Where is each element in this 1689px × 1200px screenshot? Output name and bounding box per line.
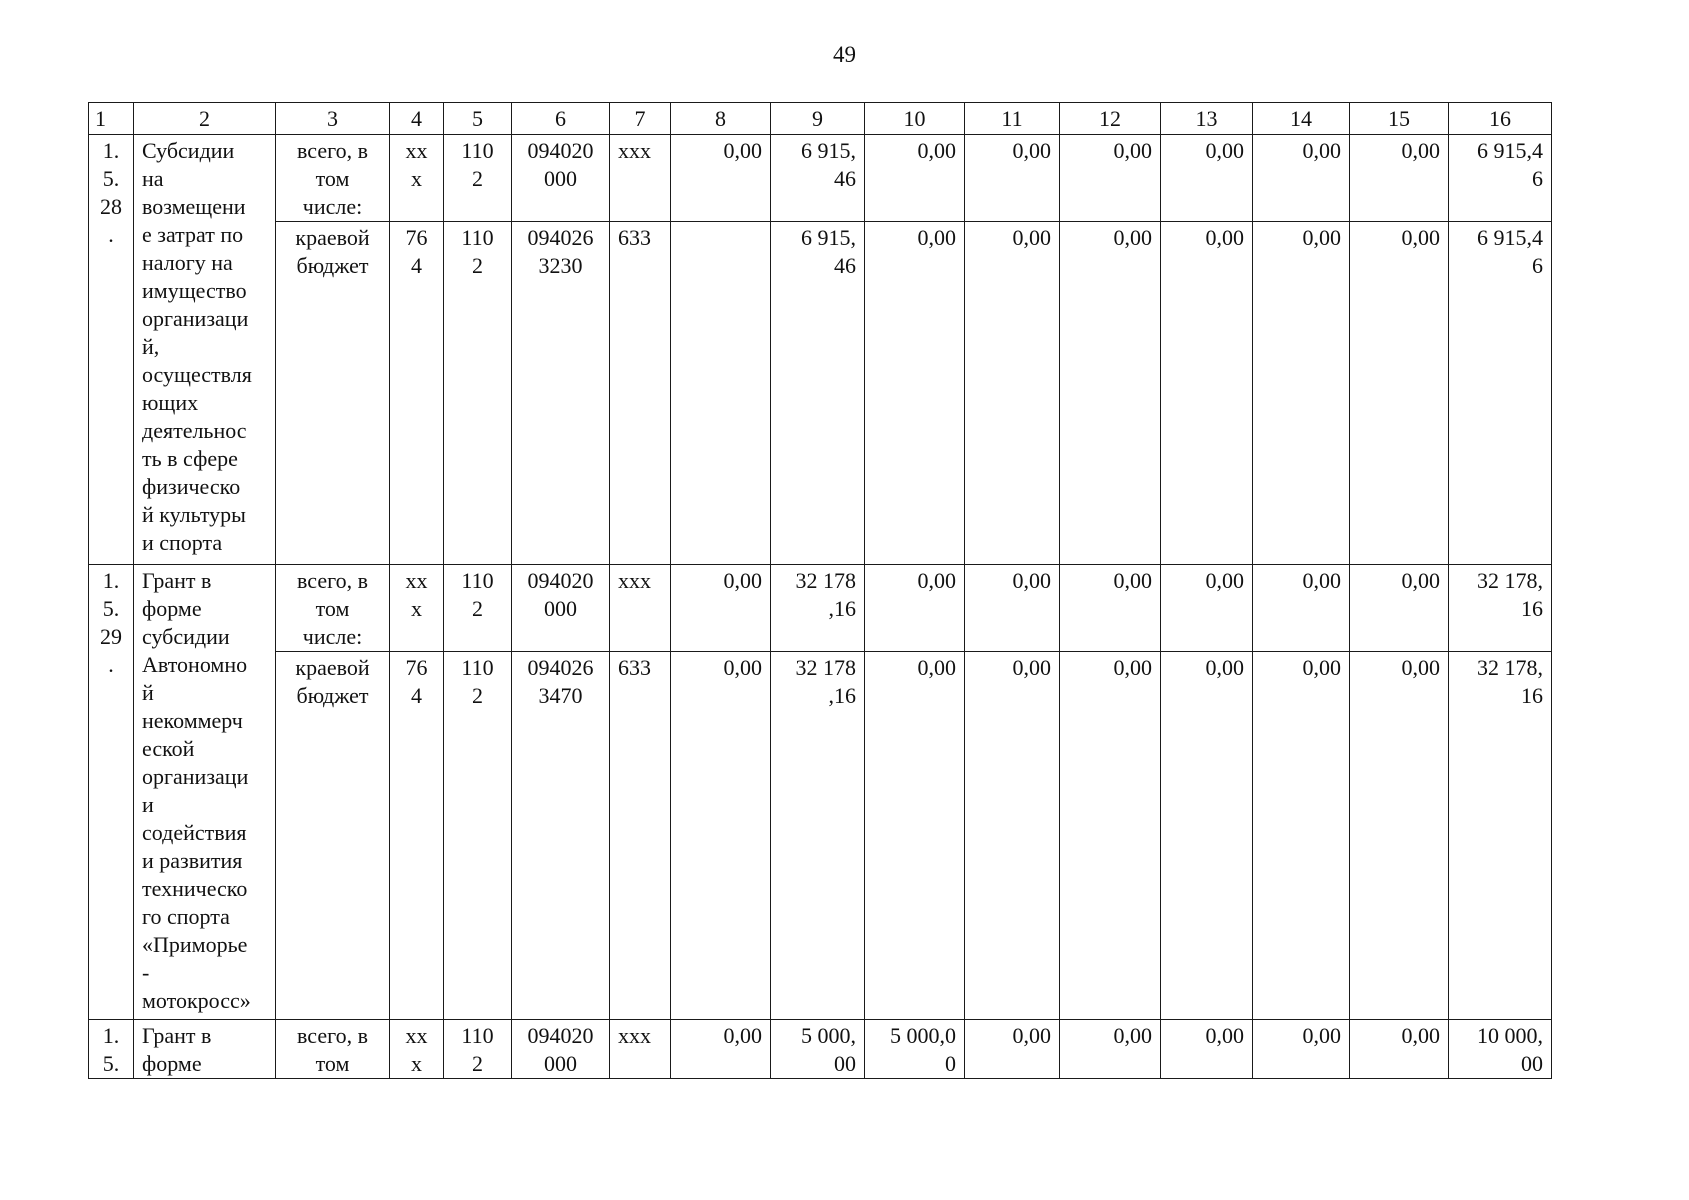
text-line: возмещени [142, 194, 246, 219]
text-line: форме [142, 1051, 202, 1076]
text-line: краевой [295, 655, 370, 680]
target-article-code [512, 222, 610, 565]
text-line: 3470 [538, 683, 583, 708]
amount-cell [671, 222, 771, 565]
text-line: 6 [1532, 166, 1543, 191]
total-amount-cell [1449, 222, 1552, 565]
amount-cell: 0,00 [865, 565, 965, 652]
text-line: 29 [100, 624, 122, 649]
text-line: 32 178 [795, 568, 856, 593]
grbs-code [390, 652, 444, 1020]
text-line: налогу на [142, 250, 233, 275]
column-header: 15 [1350, 103, 1449, 135]
text-line: хх [405, 138, 428, 163]
text-line: 110 [461, 655, 494, 680]
grbs-code [390, 222, 444, 565]
amount-cell [771, 1020, 865, 1079]
column-header: 14 [1253, 103, 1350, 135]
text-line: 32 178 [795, 655, 856, 680]
text-line: организаци [142, 306, 249, 331]
text-line: том [315, 1051, 350, 1076]
text-line: х [411, 1051, 422, 1076]
amount-cell: 0,00 [1350, 222, 1449, 565]
text-line: е затрат по [142, 222, 244, 247]
text-line: 46 [834, 253, 856, 278]
amount-cell: 0,00 [1161, 135, 1253, 222]
column-header: 16 [1449, 103, 1552, 135]
text-line: 2 [472, 166, 483, 191]
text-line: том [315, 596, 350, 621]
target-article-code [512, 565, 610, 652]
amount-cell: 0,00 [1161, 652, 1253, 1020]
text-line: 2 [472, 1051, 483, 1076]
text-line: 46 [834, 166, 856, 191]
text-line: 2 [472, 683, 483, 708]
amount-cell: 0,00 [965, 222, 1060, 565]
amount-cell: 0,00 [965, 652, 1060, 1020]
text-line: 28 [100, 194, 122, 219]
amount-cell: 0,00 [1350, 135, 1449, 222]
text-line: Субсидии [142, 138, 235, 163]
column-header: 10 [865, 103, 965, 135]
text-line: ть в сфере [142, 446, 238, 471]
amount-cell: 0,00 [1161, 565, 1253, 652]
item-name [134, 565, 276, 1020]
text-line: мотокросс» [142, 988, 251, 1013]
text-line: 6 915, [801, 138, 856, 163]
section-code [444, 1020, 512, 1079]
text-line: еской [142, 736, 195, 761]
text-line: организаци [142, 764, 249, 789]
funding-source [276, 1020, 390, 1079]
amount-cell: 0,00 [865, 135, 965, 222]
text-line: бюджет [296, 253, 369, 278]
text-line: 76 [405, 225, 428, 250]
grbs-code [390, 565, 444, 652]
text-line: ,16 [828, 683, 856, 708]
target-article-code [512, 652, 610, 1020]
text-line: некоммерч [142, 708, 243, 733]
expense-type-code: ххх [610, 1020, 671, 1079]
text-line: 110 [461, 138, 494, 163]
text-line: 32 178, [1477, 568, 1543, 593]
column-header: 1 [89, 103, 134, 135]
text-line: всего, в [297, 138, 368, 163]
text-line: осуществля [142, 362, 252, 387]
item-name [134, 1020, 276, 1079]
page-number: 49 [833, 42, 856, 67]
amount-cell: 0,00 [1253, 565, 1350, 652]
amount-cell: 0,00 [671, 565, 771, 652]
section-code [444, 135, 512, 222]
text-line: х [411, 596, 422, 621]
text-line: 76 [405, 655, 428, 680]
text-line: 000 [544, 596, 577, 621]
text-line: Грант в [142, 1023, 212, 1048]
amount-cell: 0,00 [1253, 652, 1350, 1020]
column-header: 13 [1161, 103, 1253, 135]
text-line: 0 [945, 1051, 956, 1076]
text-line: и развития [142, 848, 243, 873]
budget-table [88, 102, 1552, 1079]
expense-type-code: ххх [610, 135, 671, 222]
text-line: бюджет [296, 683, 369, 708]
amount-cell: 0,00 [965, 565, 1060, 652]
text-line: 094020 [527, 138, 594, 163]
funding-source [276, 135, 390, 222]
text-line: 000 [544, 1051, 577, 1076]
amount-cell [771, 222, 865, 565]
amount-cell: 0,00 [965, 135, 1060, 222]
total-amount-cell [1449, 652, 1552, 1020]
text-line: ющих [142, 390, 199, 415]
section-code [444, 222, 512, 565]
amount-cell [771, 565, 865, 652]
text-line: 5. [102, 166, 120, 191]
text-line: 110 [461, 568, 494, 593]
text-line: 5. [102, 1051, 120, 1076]
text-line: том [315, 166, 350, 191]
text-line: х [411, 166, 422, 191]
text-line: физическо [142, 474, 241, 499]
expense-type-code: 633 [610, 222, 671, 565]
text-line: 10 000, [1477, 1023, 1543, 1048]
grbs-code [390, 135, 444, 222]
text-line: 6 915,4 [1477, 138, 1543, 163]
amount-cell: 0,00 [865, 222, 965, 565]
amount-cell: 0,00 [865, 652, 965, 1020]
text-line: ,16 [828, 596, 856, 621]
total-amount-cell [1449, 1020, 1552, 1079]
item-number [89, 135, 134, 565]
text-line: - [142, 960, 150, 985]
text-line: 3230 [538, 253, 583, 278]
text-line: 5 000, [801, 1023, 856, 1048]
text-line: й культуры [142, 502, 246, 527]
section-code [444, 565, 512, 652]
text-line: 5 000,0 [890, 1023, 956, 1048]
text-line: на [142, 166, 164, 191]
amount-cell [771, 652, 865, 1020]
amount-cell: 0,00 [1253, 135, 1350, 222]
amount-cell [771, 135, 865, 222]
item-number [89, 1020, 134, 1079]
table-row [89, 652, 1552, 1020]
target-article-code [512, 1020, 610, 1079]
section-code [444, 652, 512, 1020]
text-line: «Приморье [142, 932, 248, 957]
text-line: всего, в [297, 1023, 368, 1048]
text-line: 00 [1521, 1051, 1543, 1076]
funding-source [276, 565, 390, 652]
text-line: числе: [302, 624, 363, 649]
amount-cell: 0,00 [1253, 222, 1350, 565]
text-line: Автономно [142, 652, 248, 677]
text-line: 094026 [527, 655, 594, 680]
column-header: 3 [276, 103, 390, 135]
text-line: 6 915, [801, 225, 856, 250]
amount-cell: 0,00 [1350, 652, 1449, 1020]
text-line: 094020 [527, 568, 594, 593]
table-row [89, 135, 1552, 222]
text-line: и спорта [142, 530, 223, 555]
column-header: 5 [444, 103, 512, 135]
amount-cell: 0,00 [1060, 652, 1161, 1020]
text-line: й, [142, 334, 160, 359]
amount-cell: 0,00 [1060, 565, 1161, 652]
amount-cell: 0,00 [671, 1020, 771, 1079]
text-line: 6 915,4 [1477, 225, 1543, 250]
text-line: Грант в [142, 568, 212, 593]
column-header: 9 [771, 103, 865, 135]
text-line: го спорта [142, 904, 230, 929]
text-line: 6 [1532, 253, 1543, 278]
text-line: 000 [544, 166, 577, 191]
column-header: 8 [671, 103, 771, 135]
text-line: содействия [142, 820, 247, 845]
total-amount-cell [1449, 135, 1552, 222]
text-line: деятельнос [142, 418, 247, 443]
amount-cell: 0,00 [1060, 1020, 1161, 1079]
target-article-code [512, 135, 610, 222]
text-line: 094026 [527, 225, 594, 250]
text-line: хх [405, 568, 428, 593]
grbs-code [390, 1020, 444, 1079]
column-header: 4 [390, 103, 444, 135]
column-header: 7 [610, 103, 671, 135]
amount-cell: 0,00 [1253, 1020, 1350, 1079]
amount-cell: 0,00 [1350, 1020, 1449, 1079]
column-header: 2 [134, 103, 276, 135]
text-line: хх [405, 1023, 428, 1048]
amount-cell [865, 1020, 965, 1079]
text-line: 32 178, [1477, 655, 1543, 680]
funding-source [276, 222, 390, 565]
column-header: 11 [965, 103, 1060, 135]
item-number [89, 565, 134, 1020]
text-line: форме [142, 596, 202, 621]
total-amount-cell [1449, 565, 1552, 652]
column-header: 12 [1060, 103, 1161, 135]
text-line: 110 [461, 1023, 494, 1048]
expense-type-code: 633 [610, 652, 671, 1020]
amount-cell: 0,00 [1161, 1020, 1253, 1079]
amount-cell: 0,00 [671, 652, 771, 1020]
text-line: 00 [834, 1051, 856, 1076]
item-name [134, 135, 276, 565]
amount-cell: 0,00 [1060, 222, 1161, 565]
text-line: . [108, 222, 114, 247]
table-row [89, 565, 1552, 652]
text-line: 2 [472, 596, 483, 621]
column-header: 6 [512, 103, 610, 135]
amount-cell: 0,00 [671, 135, 771, 222]
amount-cell: 0,00 [1161, 222, 1253, 565]
text-line: всего, в [297, 568, 368, 593]
text-line: 2 [472, 253, 483, 278]
amount-cell: 0,00 [965, 1020, 1060, 1079]
text-line: 16 [1521, 596, 1543, 621]
text-line: и [142, 792, 154, 817]
text-line: 1. [102, 568, 120, 593]
text-line: 4 [411, 683, 422, 708]
text-line: 16 [1521, 683, 1543, 708]
text-line: техническо [142, 876, 248, 901]
text-line: числе: [302, 194, 363, 219]
text-line: 5. [102, 596, 120, 621]
text-line: й [142, 680, 154, 705]
table-row [89, 1020, 1552, 1079]
text-line: 110 [461, 225, 494, 250]
text-line: имущество [142, 278, 247, 303]
text-line: 4 [411, 253, 422, 278]
text-line: краевой [295, 225, 370, 250]
text-line: 1. [102, 138, 120, 163]
column-number-row [89, 103, 1552, 135]
expense-type-code: ххх [610, 565, 671, 652]
text-line: . [108, 652, 114, 677]
text-line: 094020 [527, 1023, 594, 1048]
amount-cell: 0,00 [1350, 565, 1449, 652]
table-row [89, 222, 1552, 565]
text-line: субсидии [142, 624, 230, 649]
text-line: 1. [102, 1023, 120, 1048]
amount-cell: 0,00 [1060, 135, 1161, 222]
funding-source [276, 652, 390, 1020]
